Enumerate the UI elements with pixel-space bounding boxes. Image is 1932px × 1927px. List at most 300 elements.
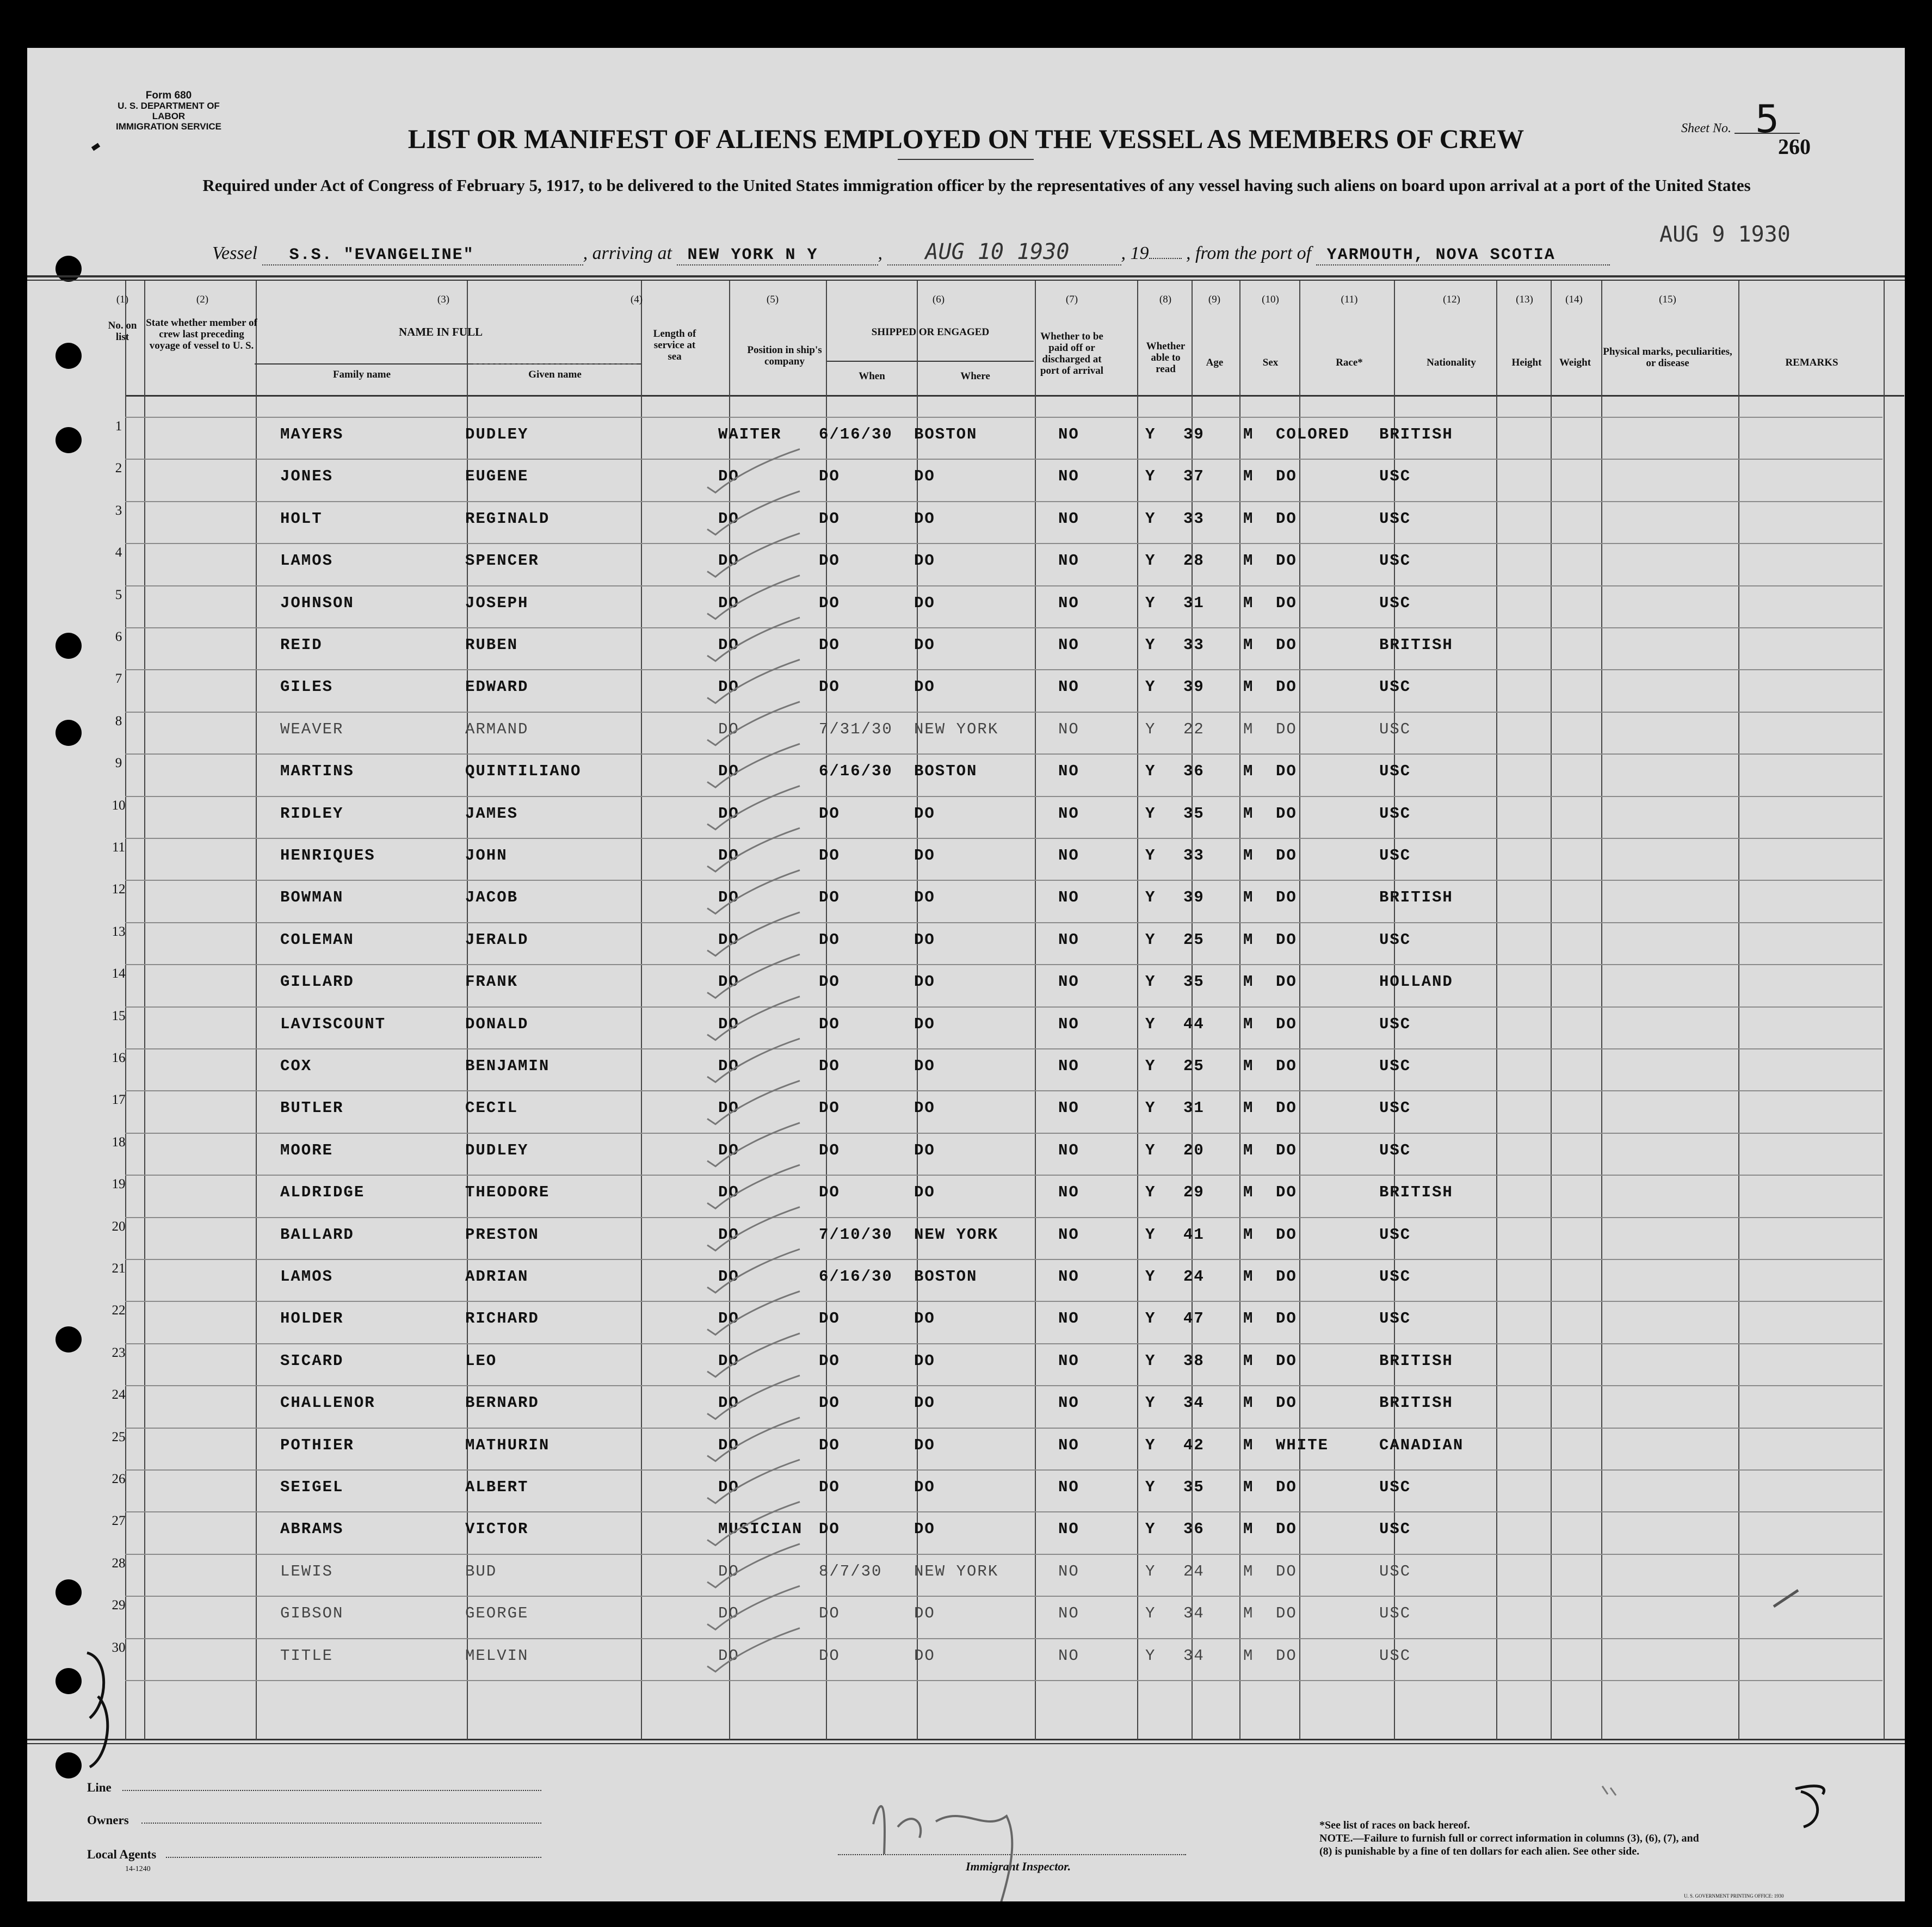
check-mark (707, 954, 800, 998)
cell-given: BUD (465, 1562, 497, 1580)
cell-when: DO (819, 1310, 840, 1327)
cell-position: DO (718, 1478, 739, 1496)
cell-race: WHITE (1276, 1436, 1329, 1454)
cell-race: DO (1276, 1352, 1297, 1370)
cell-given: JOSEPH (465, 594, 529, 612)
cell-family: COX (280, 1057, 312, 1075)
cell-age: 28 (1183, 552, 1205, 570)
cell-position: DO (718, 1436, 739, 1454)
cell-family: BUTLER (280, 1099, 344, 1117)
check-mark (707, 1249, 800, 1293)
cell-position: DO (718, 552, 739, 570)
row-number: 21 (112, 1261, 126, 1276)
row-number: 22 (112, 1303, 126, 1318)
cell-when: DO (819, 1604, 840, 1622)
cell-position: DO (718, 1562, 739, 1580)
cell-age: 35 (1183, 805, 1205, 823)
cell-paid-off: NO (1058, 762, 1079, 780)
cell-paid-off: NO (1058, 1141, 1079, 1159)
cell-paid-off: NO (1058, 678, 1079, 696)
cell-given: DUDLEY (465, 1141, 529, 1159)
cell-sex: M (1243, 762, 1254, 780)
cell-family: HOLDER (280, 1310, 344, 1327)
cell-given: SPENCER (465, 552, 539, 570)
check-mark (707, 997, 800, 1040)
cell-where: DO (914, 1478, 935, 1496)
cell-where: DO (914, 1183, 935, 1201)
cell-given: JAMES (465, 805, 519, 823)
cell-position: MUSICIAN (718, 1520, 803, 1538)
manifest-sheet: Form 680 U. S. DEPARTMENT OF LABOR IMMIGRATION SERVICE Sheet No. 5 260 LIST OR MANIFEST OF ALIENS EMPLOYED ON THE VESSEL AS MEMBERS OF CREW Required under Act of Congress of February 5, 1917, to be delivered to the United States immigration officer by the representatives of any vessel having such aliens on board upon arrival at a port of the United States Vessel S.S. "EVANGELINE" , arriving at NEW YORK N Y , AUG 10 1930 , 19 , from the port of YARMOUTH, NOVA SCOTIA AUG 9 1930 (1) No. on list (2) State whether member of crew last preceding voyage of vessel to U. S. (3) NAME IN FULL Family name Given name (4) Length of service at sea (5) Position in ship's company (6) SHIPPED OR ENGAGED When Where (7) Whether to be paid off or discharged at port of arrival (8) Whether able to read (9) Age (10) Sex (11) Race* (12) Nationality (13) Height (14) Weight (15) Physical marks, peculiarities, or disease REMARKS 1 MAYERS DUDLEY WAITER 6/16/30 BOSTON NO Y 39 M COLORED BRITISH 2 JONES EUGENE DO DO DO NO Y 37 M DO USC 3 HOLT REGINALD DO DO DO NO Y 33 M DO USC 4 LAMOS SPENCER DO DO DO NO Y 28 M DO USC 5 JOHNSON JOSEPH DO DO DO NO Y 31 M DO USC 6 REID RUBEN DO DO DO NO Y 33 M DO BRITISH 7 GILES EDWARD DO DO DO NO Y 39 M DO USC 8 WEAVER ARMAND DO 7/31/30 NEW YORK NO Y 22 M DO USC 9 MARTINS QUINTILIANO DO 6/16/30 BOSTON NO Y 36 M DO USC 10 RIDLEY JAMES DO DO DO NO Y 35 M DO USC 11 HENRIQUES JOHN DO DO DO NO Y 33 M DO USC 12 BOWMAN JACOB DO DO DO NO Y 39 M DO BRITISH 13 COLEMAN JERALD DO DO DO NO Y 25 M DO USC 14 GILLARD FRANK DO DO DO NO Y 35 M DO HOLLAND 15 LAVISCOUNT DONALD DO DO DO NO Y 44 M DO USC 16 COX BENJAMIN DO DO DO NO Y 25 M DO USC 17 BUTLER CECIL DO DO DO NO Y 31 M DO USC 18 MOORE DUDLEY DO DO DO NO Y 20 M DO USC 19 ALDRIDGE THEODORE DO DO DO NO Y 29 M DO BRITISH 20 BALLARD PRESTON DO 7/10/30 NEW YORK NO Y 41 M DO USC 21 LAMOS ADRIAN DO 6/16/30 BOSTON NO Y 24 M DO USC 22 HOLDER RICHARD DO DO DO NO Y 47 M DO USC 23 SICARD LEO DO DO DO NO Y 38 M DO BRITISH 24 CHALLENOR BERNARD DO DO DO NO Y 34 M DO BRITISH 25 POTHIER MATHURIN DO DO DO NO Y 42 M WHITE CANADIAN 26 SEIGEL ALBERT DO DO DO NO Y 35 M DO USC 27 ABRAMS VICTOR MUSICIAN DO DO NO Y 36 M DO USC 28 LEWIS BUD DO 8/7/30 NEW YORK NO Y 24 M DO USC 29 GIBSON GEORGE DO DO DO NO Y 34 M DO USC 30 TITLE MELVIN DO DO DO NO Y 34 M DO USC Line Owners Local Agents 14-1240 Immigrant Inspector. *See list of races on back hereof. NOTE.—Failure to furnish full or correct information in columns (3), (6), (7), and (8) is punishable by a fine of ten dollars for each alien. See other side. U. S. GOVERNMENT PRINTING OFFICE: 1930 (27, 48, 1905, 1901)
row-number: 24 (112, 1387, 126, 1402)
cell-family: LEWIS (280, 1562, 334, 1580)
cell-nationality: USC (1379, 1015, 1411, 1033)
cell-where: DO (914, 594, 935, 612)
cell-family: JOHNSON (280, 594, 354, 612)
cell-where: DO (914, 1099, 935, 1117)
cell-read: Y (1145, 636, 1156, 654)
cell-family: RIDLEY (280, 805, 344, 823)
cell-age: 41 (1183, 1226, 1205, 1244)
row-number: 10 (112, 798, 126, 813)
cell-age: 31 (1183, 594, 1205, 612)
cell-read: Y (1145, 931, 1156, 949)
cell-where: DO (914, 1352, 935, 1370)
cell-paid-off: NO (1058, 467, 1079, 485)
cell-where: DO (914, 888, 935, 906)
cell-nationality: HOLLAND (1379, 973, 1453, 991)
cell-nationality: USC (1379, 1310, 1411, 1327)
cell-sex: M (1243, 973, 1254, 991)
cell-given: RUBEN (465, 636, 519, 654)
row-number: 3 (115, 503, 122, 518)
cell-race: COLORED (1276, 425, 1350, 443)
row-number: 9 (115, 756, 122, 770)
cell-paid-off: NO (1058, 973, 1079, 991)
row-number: 2 (115, 461, 122, 475)
row-number: 19 (112, 1177, 126, 1191)
cell-family: HENRIQUES (280, 847, 375, 864)
cell-family: CHALLENOR (280, 1394, 375, 1412)
check-mark (707, 912, 800, 956)
cell-read: Y (1145, 1057, 1156, 1075)
cell-paid-off: NO (1058, 425, 1079, 443)
cell-nationality: USC (1379, 1478, 1411, 1496)
cell-sex: M (1243, 1562, 1254, 1580)
cell-when: DO (819, 847, 840, 864)
line-label: Line (87, 1781, 112, 1794)
cell-read: Y (1145, 678, 1156, 696)
cell-nationality: USC (1379, 1057, 1411, 1075)
cell-when: DO (819, 973, 840, 991)
cell-age: 36 (1183, 1520, 1205, 1538)
cell-given: REGINALD (465, 510, 550, 528)
check-mark (707, 1080, 800, 1124)
cell-sex: M (1243, 1520, 1254, 1538)
cell-read: Y (1145, 1478, 1156, 1496)
check-mark (707, 702, 800, 745)
check-mark (707, 617, 800, 661)
cell-paid-off: NO (1058, 1226, 1079, 1244)
cell-read: Y (1145, 1562, 1156, 1580)
check-mark (707, 1207, 800, 1251)
check-mark (707, 1544, 800, 1588)
cell-position: DO (718, 1141, 739, 1159)
cell-position: DO (718, 1647, 739, 1665)
cell-race: DO (1276, 1099, 1297, 1117)
cell-paid-off: NO (1058, 720, 1079, 738)
cell-family: GILES (280, 678, 334, 696)
cell-nationality: USC (1379, 510, 1411, 528)
cell-where: DO (914, 1647, 935, 1665)
sheet-number: Sheet No. 5 (1681, 106, 1800, 136)
row-number: 5 (115, 588, 122, 602)
cell-read: Y (1145, 1352, 1156, 1370)
cell-position: DO (718, 931, 739, 949)
cell-position: DO (718, 1226, 739, 1244)
cell-sex: M (1243, 1226, 1254, 1244)
cell-given: BENJAMIN (465, 1057, 550, 1075)
cell-paid-off: NO (1058, 1520, 1079, 1538)
cell-position: DO (718, 1268, 739, 1286)
cell-when: DO (819, 467, 840, 485)
cell-position: DO (718, 1099, 739, 1117)
cell-age: 35 (1183, 973, 1205, 991)
cell-nationality: USC (1379, 805, 1411, 823)
check-mark (707, 1502, 800, 1545)
cell-age: 33 (1183, 847, 1205, 864)
cell-paid-off: NO (1058, 847, 1079, 864)
cell-when: DO (819, 805, 840, 823)
row-number: 7 (115, 671, 122, 686)
cell-nationality: USC (1379, 931, 1411, 949)
cell-when: DO (819, 1099, 840, 1117)
cell-where: DO (914, 1310, 935, 1327)
cell-paid-off: NO (1058, 1268, 1079, 1286)
agents-label: Local Agents (87, 1848, 157, 1861)
cell-sex: M (1243, 1141, 1254, 1159)
cell-where: DO (914, 678, 935, 696)
cell-age: 39 (1183, 678, 1205, 696)
cell-when: DO (819, 1183, 840, 1201)
cell-race: DO (1276, 1562, 1297, 1580)
cell-nationality: USC (1379, 1647, 1411, 1665)
cell-nationality: BRITISH (1379, 425, 1453, 443)
cell-when: 8/7/30 (819, 1562, 882, 1580)
row-number: 27 (112, 1514, 126, 1528)
cell-read: Y (1145, 1226, 1156, 1244)
cell-age: 29 (1183, 1183, 1205, 1201)
cell-sex: M (1243, 1478, 1254, 1496)
cell-sex: M (1243, 1183, 1254, 1201)
cell-family: GIBSON (280, 1604, 344, 1622)
cell-read: Y (1145, 805, 1156, 823)
cell-family: MARTINS (280, 762, 354, 780)
cell-race: DO (1276, 1478, 1297, 1496)
check-mark (707, 828, 800, 872)
row-number: 4 (115, 545, 122, 560)
cell-sex: M (1243, 678, 1254, 696)
cell-given: JOHN (465, 847, 508, 864)
cell-position: DO (718, 1183, 739, 1201)
cell-age: 47 (1183, 1310, 1205, 1327)
cell-race: DO (1276, 594, 1297, 612)
cell-paid-off: NO (1058, 594, 1079, 612)
cell-age: 33 (1183, 510, 1205, 528)
cell-read: Y (1145, 425, 1156, 443)
row-number: 30 (112, 1640, 126, 1655)
cell-given: RICHARD (465, 1310, 539, 1327)
cell-when: DO (819, 1520, 840, 1538)
cell-where: DO (914, 1604, 935, 1622)
cell-sex: M (1243, 847, 1254, 864)
vessel-name: S.S. "EVANGELINE" (262, 246, 583, 265)
cell-when: DO (819, 931, 840, 949)
cell-family: SEIGEL (280, 1478, 344, 1496)
cell-nationality: USC (1379, 762, 1411, 780)
cell-nationality: USC (1379, 1268, 1411, 1286)
row-number: 28 (112, 1556, 126, 1571)
cell-race: DO (1276, 1057, 1297, 1075)
departure-date-stamp: AUG 9 1930 (1659, 222, 1791, 247)
cell-where: DO (914, 931, 935, 949)
cell-given: ALBERT (465, 1478, 529, 1496)
cell-read: Y (1145, 720, 1156, 738)
cell-read: Y (1145, 973, 1156, 991)
cell-where: NEW YORK (914, 1226, 999, 1244)
cell-position: DO (718, 762, 739, 780)
cell-sex: M (1243, 467, 1254, 485)
cell-age: 31 (1183, 1099, 1205, 1117)
cell-position: DO (718, 594, 739, 612)
cell-read: Y (1145, 1647, 1156, 1665)
cell-sex: M (1243, 425, 1254, 443)
cell-age: 39 (1183, 888, 1205, 906)
row-number: 11 (112, 840, 126, 855)
cell-race: DO (1276, 847, 1297, 864)
cell-where: DO (914, 552, 935, 570)
cell-when: DO (819, 1057, 840, 1075)
cell-family: BOWMAN (280, 888, 344, 906)
cell-sex: M (1243, 1436, 1254, 1454)
cell-sex: M (1243, 1394, 1254, 1412)
cell-race: DO (1276, 720, 1297, 738)
row-number: 13 (112, 924, 126, 939)
cell-age: 38 (1183, 1352, 1205, 1370)
cell-race: DO (1276, 1226, 1297, 1244)
cell-given: VICTOR (465, 1520, 529, 1538)
cell-sex: M (1243, 1647, 1254, 1665)
cell-where: NEW YORK (914, 720, 999, 738)
cell-age: 34 (1183, 1647, 1205, 1665)
cell-position: DO (718, 720, 739, 738)
cell-position: DO (718, 678, 739, 696)
cell-position: DO (718, 973, 739, 991)
cell-family: LAMOS (280, 552, 334, 570)
cell-family: WEAVER (280, 720, 344, 738)
cell-sex: M (1243, 1604, 1254, 1622)
cell-where: DO (914, 1015, 935, 1033)
cell-age: 42 (1183, 1436, 1205, 1454)
cell-race: DO (1276, 805, 1297, 823)
cell-race: DO (1276, 888, 1297, 906)
cell-nationality: USC (1379, 1226, 1411, 1244)
cell-where: DO (914, 847, 935, 864)
cell-sex: M (1243, 1057, 1254, 1075)
cell-age: 34 (1183, 1394, 1205, 1412)
cell-sex: M (1243, 594, 1254, 612)
cell-family: JONES (280, 467, 334, 485)
cell-read: Y (1145, 888, 1156, 906)
cell-race: DO (1276, 1520, 1297, 1538)
row-number: 8 (115, 714, 122, 728)
check-mark (707, 1039, 800, 1082)
cell-when: 7/31/30 (819, 720, 893, 738)
cell-race: DO (1276, 1183, 1297, 1201)
cell-when: DO (819, 510, 840, 528)
cell-sex: M (1243, 1099, 1254, 1117)
cell-sex: M (1243, 1310, 1254, 1327)
cell-when: 7/10/30 (819, 1226, 893, 1244)
cell-paid-off: NO (1058, 1436, 1079, 1454)
row-number: 6 (115, 629, 122, 644)
cell-sex: M (1243, 636, 1254, 654)
cell-read: Y (1145, 762, 1156, 780)
cell-paid-off: NO (1058, 1647, 1079, 1665)
cell-position: DO (718, 1352, 739, 1370)
cell-read: Y (1145, 847, 1156, 864)
check-mark (707, 744, 800, 787)
row-number: 14 (112, 966, 126, 981)
cell-family: TITLE (280, 1647, 334, 1665)
check-mark (707, 1333, 800, 1377)
cell-where: DO (914, 467, 935, 485)
cell-when: DO (819, 594, 840, 612)
cell-nationality: BRITISH (1379, 636, 1453, 654)
cell-sex: M (1243, 720, 1254, 738)
cell-paid-off: NO (1058, 510, 1079, 528)
cell-given: LEO (465, 1352, 497, 1370)
cell-given: MELVIN (465, 1647, 529, 1665)
cell-age: 34 (1183, 1604, 1205, 1622)
cell-nationality: USC (1379, 720, 1411, 738)
cell-family: BALLARD (280, 1226, 354, 1244)
cell-given: GEORGE (465, 1604, 529, 1622)
check-mark (707, 1586, 800, 1629)
owners-label: Owners (87, 1813, 129, 1827)
cell-race: DO (1276, 1394, 1297, 1412)
cell-paid-off: NO (1058, 1099, 1079, 1117)
cell-paid-off: NO (1058, 1310, 1079, 1327)
cell-race: DO (1276, 762, 1297, 780)
cell-sex: M (1243, 510, 1254, 528)
check-marks (27, 48, 1905, 1901)
cell-when: DO (819, 1394, 840, 1412)
cell-where: DO (914, 973, 935, 991)
cell-race: DO (1276, 510, 1297, 528)
check-mark (707, 1165, 800, 1208)
cell-family: ALDRIDGE (280, 1183, 365, 1201)
cell-sex: M (1243, 931, 1254, 949)
cell-family: POTHIER (280, 1436, 354, 1454)
cell-given: MATHURIN (465, 1436, 550, 1454)
arrival-date-stamp: AUG 10 1930 (887, 239, 1121, 265)
row-number: 29 (112, 1598, 126, 1613)
cell-paid-off: NO (1058, 1562, 1079, 1580)
cell-paid-off: NO (1058, 931, 1079, 949)
check-mark (707, 786, 800, 830)
cell-nationality: USC (1379, 467, 1411, 485)
cell-where: BOSTON (914, 762, 978, 780)
cell-nationality: BRITISH (1379, 888, 1453, 906)
cell-race: DO (1276, 636, 1297, 654)
cell-read: Y (1145, 1183, 1156, 1201)
cell-sex: M (1243, 552, 1254, 570)
cell-family: SICARD (280, 1352, 344, 1370)
cell-read: Y (1145, 1394, 1156, 1412)
cell-given: DUDLEY (465, 425, 529, 443)
cell-paid-off: NO (1058, 805, 1079, 823)
cell-read: Y (1145, 1099, 1156, 1117)
cell-when: 6/16/30 (819, 425, 893, 443)
cell-paid-off: NO (1058, 552, 1079, 570)
cell-age: 25 (1183, 1057, 1205, 1075)
cell-where: DO (914, 1057, 935, 1075)
cell-position: DO (718, 467, 739, 485)
cell-race: DO (1276, 1015, 1297, 1033)
cell-given: JACOB (465, 888, 519, 906)
row-number: 23 (112, 1345, 126, 1360)
cell-nationality: USC (1379, 552, 1411, 570)
cell-nationality: USC (1379, 847, 1411, 864)
arrival-port: NEW YORK N Y (677, 246, 878, 265)
cell-family: REID (280, 636, 323, 654)
cell-nationality: USC (1379, 1099, 1411, 1117)
cell-race: DO (1276, 467, 1297, 485)
cell-read: Y (1145, 467, 1156, 485)
check-mark (707, 1291, 800, 1335)
cell-position: DO (718, 1394, 739, 1412)
cell-age: 33 (1183, 636, 1205, 654)
cell-when: 6/16/30 (819, 1268, 893, 1286)
cell-where: BOSTON (914, 1268, 978, 1286)
check-mark (707, 576, 800, 619)
cell-when: DO (819, 1647, 840, 1665)
row-number: 16 (112, 1051, 126, 1065)
cell-age: 37 (1183, 467, 1205, 485)
cell-nationality: BRITISH (1379, 1183, 1453, 1201)
cell-race: DO (1276, 973, 1297, 991)
cell-where: DO (914, 1141, 935, 1159)
row-number: 18 (112, 1135, 126, 1150)
cell-given: BERNARD (465, 1394, 539, 1412)
page-title: LIST OR MANIFEST OF ALIENS EMPLOYED ON THE VESSEL AS MEMBERS OF CREW (408, 123, 1524, 154)
cell-given: PRESTON (465, 1226, 539, 1244)
cell-age: 39 (1183, 425, 1205, 443)
cell-nationality: BRITISH (1379, 1352, 1453, 1370)
cell-age: 25 (1183, 931, 1205, 949)
row-number: 1 (115, 419, 122, 434)
cell-sex: M (1243, 1015, 1254, 1033)
page-number: 260 (1778, 134, 1811, 159)
cell-nationality: USC (1379, 1604, 1411, 1622)
cell-when: DO (819, 1478, 840, 1496)
cell-read: Y (1145, 552, 1156, 570)
check-mark (707, 533, 800, 577)
row-number: 20 (112, 1219, 126, 1234)
cell-read: Y (1145, 594, 1156, 612)
check-mark (707, 870, 800, 913)
